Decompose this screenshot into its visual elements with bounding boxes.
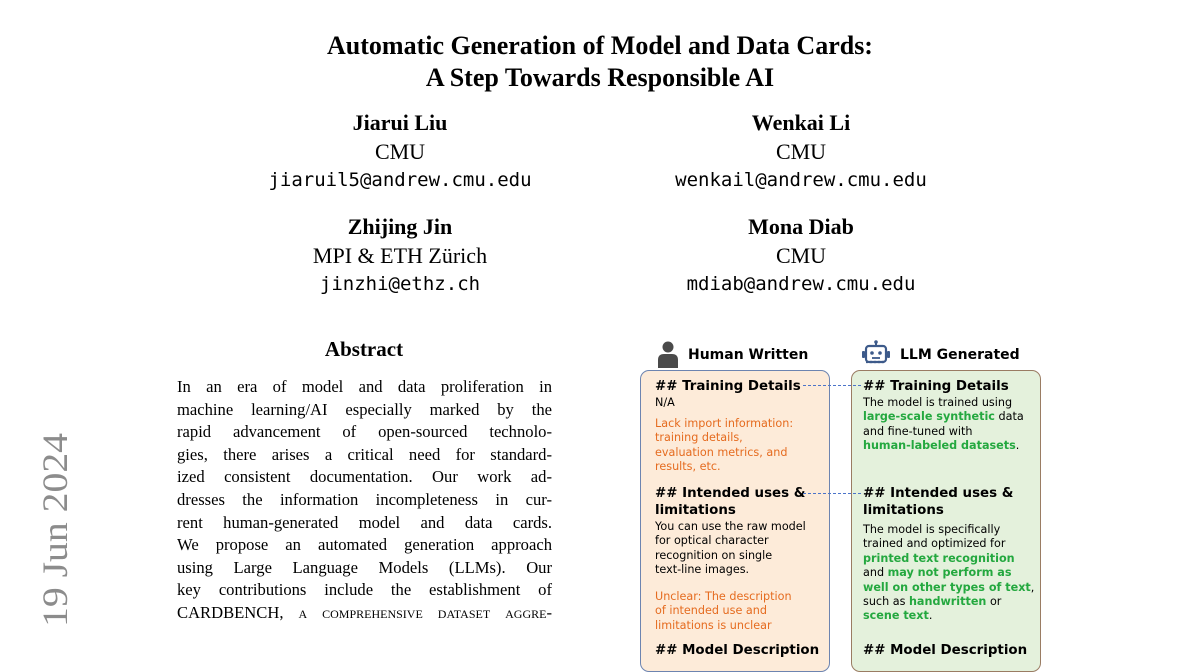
highlight: human-labeled datasets (863, 439, 1016, 453)
paper-title-line-1: Automatic Generation of Model and Data Cards: (327, 31, 873, 60)
text-line: printed text recognition (863, 551, 1015, 565)
author-email[interactable]: wenkail@andrew.cmu.edu (675, 169, 927, 191)
abstract-line: machine learning/AI especially marked by the (177, 399, 552, 419)
arxiv-date-text: 19 Jun 2024 (35, 450, 75, 627)
text-line (863, 566, 1041, 580)
highlight: handwritten (908, 595, 987, 609)
author-block (200, 212, 600, 299)
section-text (863, 523, 1041, 624)
abstract-body (177, 376, 552, 625)
text-line (863, 439, 1041, 453)
section-title-line: ## Intended uses & (863, 486, 1014, 501)
annotation-text (655, 590, 833, 633)
author-affiliation: MPI & ETH Zürich (312, 243, 488, 268)
author-email[interactable]: jinzhi@ethz.ch (319, 273, 481, 295)
text-line: The model is trained using (863, 396, 1013, 409)
annotation-line: limitations is unclear (655, 618, 772, 632)
text-span: . (1015, 439, 1020, 453)
abstract-line: We propose an automated generation approach (177, 535, 552, 555)
author-block (200, 108, 600, 195)
annotation-text (655, 417, 833, 475)
text-line (863, 410, 1041, 424)
text-span: and (863, 566, 888, 580)
section-title (863, 485, 1013, 519)
robot-icon (861, 340, 891, 368)
abstract-line: dresses the information incompleteness in cur- (177, 489, 552, 509)
text-span: . (928, 609, 933, 623)
annotation-line: Lack import information: (655, 417, 794, 430)
abstract-line: gies, there arises a critical need for standard- (177, 444, 552, 464)
section-text (863, 396, 1041, 454)
highlight: large-scale synthetic (863, 410, 995, 424)
section-title-line: limitations (655, 503, 736, 518)
author-name: Wenkai Li (751, 110, 851, 135)
text-line: text-line images. (655, 563, 750, 577)
author-block (601, 212, 1001, 299)
abstract-line: In an era of model and data proliferation in (177, 377, 552, 396)
text-line (863, 595, 1041, 609)
author-affiliation: CMU (374, 139, 426, 164)
author-name: Mona Diab (748, 214, 854, 239)
text-line (863, 609, 1041, 623)
text-line: The model is specifically (863, 523, 1001, 536)
annotation-line: of intended use and (655, 604, 767, 618)
text-span: , (1030, 580, 1035, 594)
llm-generated-card (851, 370, 1041, 672)
annotation-line: evaluation metrics, and (655, 445, 788, 459)
author-affiliation: CMU (775, 139, 827, 164)
section-title: ## Training Details (863, 379, 1009, 394)
text-span: or (986, 595, 1002, 609)
highlight: well on other types of text (863, 580, 1031, 594)
author-block (601, 108, 1001, 195)
highlight: scene text (863, 609, 929, 623)
author-name: Zhijing Jin (347, 214, 453, 239)
human-written-card (640, 370, 830, 672)
abstract-heading: Abstract (324, 337, 404, 361)
section-title: ## Training Details (655, 379, 801, 394)
connector-line (803, 493, 861, 494)
abstract-line: key contributions include the establishment of (177, 580, 552, 600)
section-text: N/A (655, 396, 675, 409)
abstract-line: using Large Language Models (LLMs). Our (177, 557, 552, 577)
author-affiliation: CMU (775, 243, 827, 268)
author-name: Jiarui Liu (352, 110, 448, 135)
connector-line (803, 385, 861, 386)
abstract-line: ized consistent documentation. Our work ad- (177, 467, 552, 487)
text-span: data (994, 410, 1024, 424)
section-title (655, 485, 805, 519)
author-email[interactable]: mdiab@andrew.cmu.edu (686, 273, 916, 295)
paper-title-line-2: A Step Towards Responsible AI (425, 63, 775, 92)
abstract-line: rent human-generated model and data cards. (177, 512, 552, 532)
arxiv-date-stamp (30, 430, 76, 630)
annotation-line: Unclear: The description (655, 590, 792, 603)
text-line: trained and optimized for (863, 537, 1006, 551)
text-line: and fine-tuned with (863, 424, 973, 438)
text-line: recognition on single (655, 548, 773, 562)
human-written-header: Human Written (688, 347, 809, 363)
section-title: ## Model Description (655, 643, 820, 658)
person-icon (657, 340, 679, 368)
section-title: ## Model Description (863, 643, 1028, 658)
section-title-line: ## Intended uses & (655, 486, 806, 501)
text-line (863, 581, 1041, 595)
author-email[interactable]: jiaruil5@andrew.cmu.edu (268, 169, 532, 191)
annotation-line: training details, (655, 431, 743, 445)
paper-title (0, 30, 1200, 94)
text-line: for optical character (655, 534, 769, 548)
section-title-line: limitations (863, 503, 944, 518)
llm-generated-header: LLM Generated (900, 347, 1020, 363)
highlight: may not perform as (887, 566, 1012, 580)
abstract-line: CARDBENCH, a comprehensive dataset aggre- (177, 602, 552, 622)
text-line: You can use the raw model (655, 520, 806, 533)
abstract-line: rapid advancement of open-sourced technolo- (177, 422, 552, 442)
text-span: such as (863, 595, 909, 609)
annotation-line: results, etc. (655, 460, 721, 474)
section-text (655, 520, 833, 578)
